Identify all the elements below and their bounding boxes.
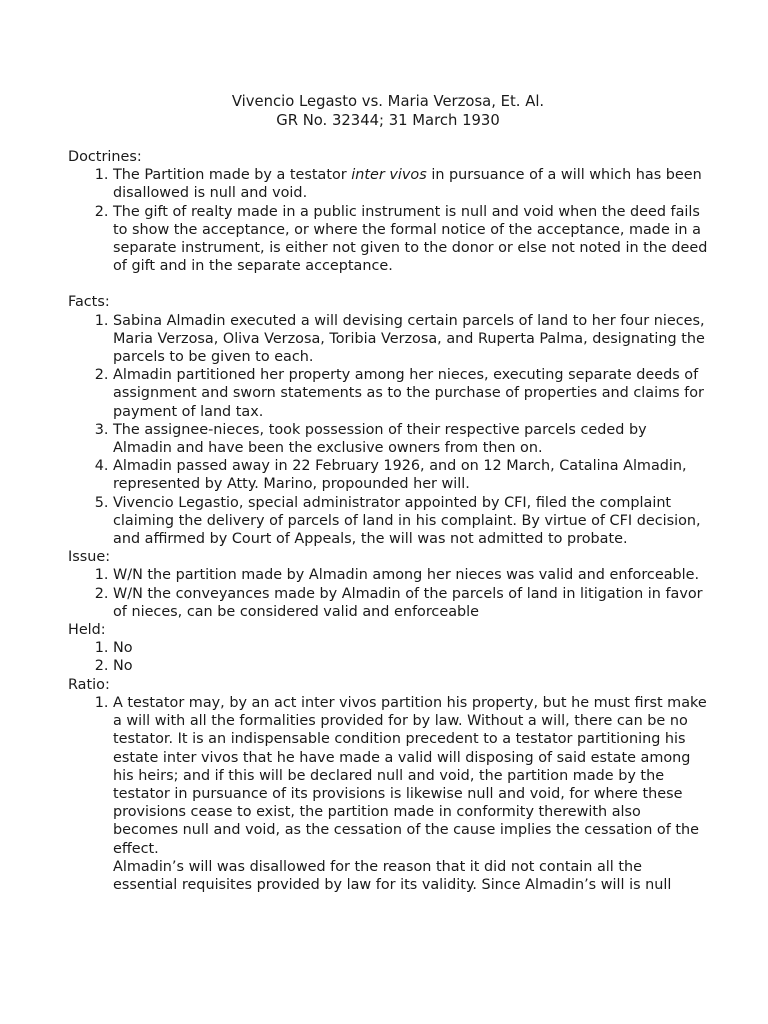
- issue-heading: Issue:: [68, 549, 111, 566]
- facts-list: [68, 312, 708, 549]
- doctrine-item: [113, 166, 708, 202]
- ratio-item: [113, 694, 708, 894]
- doctrine-item: 2. The gift of realty made in a public instrument is null and void when the deed fails to show the acceptance, or where the formal notice of the acceptance, made in a separate instrument, is either not given to the donor or else not noted in the deed of gift and in the separate acceptance.: [113, 203, 708, 276]
- fact-item: 5. Vivencio Legastio, special administrator appointed by CFI, filed the complaint claiming the delivery of parcels of land in his complaint. By virtue of CFI decision, and affirmed by Court of Appeals, the will was not admitted to probate.: [113, 494, 708, 549]
- doctrines-section: [68, 148, 708, 275]
- held-item: 2. No: [113, 657, 708, 675]
- title-block: [68, 93, 708, 130]
- ratio-text: A testator may, by an act inter vivos partition his property, but he must first make a will with all the formalities provided for by law. Without a will, there can be no testator. It is an indispensable condition precedent to a testator partitioning his estate inter vivos that he have made a valid will disposing of said estate among his heirs; and if this will be declared null and void, the partition made by the testator in pursuance of its provisions is likewise null and void, for where these provisions cease to exist, the partition made in conformity therewith also becomes null and void, as the cessation of the cause implies the cessation of the effect.: [113, 694, 707, 857]
- held-item: 1. No: [113, 639, 708, 657]
- fact-item: 4. Almadin passed away in 22 February 1926, and on 12 March, Catalina Almadin, represented by Atty. Marino, propounded her will.: [113, 457, 708, 493]
- ratio-continuation: Almadin’s will was disallowed for the reason that it did not contain all the essential requisites provided by law for its validity. Since Almadin’s will is null: [113, 858, 672, 893]
- fact-item: 1. Sabina Almadin executed a will devising certain parcels of land to her four nieces, Maria Verzosa, Oliva Verzosa, Toribia Verzosa, and Ruperta Palma, designating the parcels to be given to each.: [113, 312, 708, 367]
- fact-item: 2. Almadin partitioned her property among her nieces, executing separate deeds of assignment and sworn statements as to the purchase of properties and claims for payment of land tax.: [113, 366, 708, 421]
- doctrines-list: [68, 166, 708, 275]
- issue-item: 2. W/N the conveyances made by Almadin of the parcels of land in litigation in favor of nieces, can be considered valid and enforceable: [113, 585, 708, 621]
- doctrine-text-post: in pursuance of a will which has been disallowed is null and void.: [113, 167, 702, 202]
- held-heading: Held:: [68, 622, 106, 639]
- case-title: Vivencio Legasto vs. Maria Verzosa, Et. Al.: [231, 93, 545, 110]
- ratio-section: [68, 676, 708, 894]
- issue-list: [68, 566, 708, 621]
- ratio-list: [68, 694, 708, 894]
- facts-section: [68, 293, 708, 548]
- doctrines-heading: Doctrines:: [68, 149, 142, 165]
- held-list: [68, 639, 708, 675]
- fact-item: 3. The assignee-nieces, took possession of their respective parcels ceded by Almadin and have been the exclusive owners from then on.: [113, 421, 708, 457]
- spacer: [68, 275, 708, 293]
- held-section: [68, 621, 708, 676]
- doctrine-text-italic: inter vivos: [351, 167, 427, 184]
- issue-item: 1. W/N the partition made by Almadin among her nieces was valid and enforceable.: [113, 566, 708, 584]
- doctrine-text-pre: The Partition made by a testator: [113, 167, 352, 184]
- ratio-heading: Ratio:: [68, 676, 110, 693]
- facts-heading: Facts:: [68, 294, 110, 311]
- case-citation: GR No. 32344; 31 March 1930: [276, 111, 500, 129]
- issue-section: [68, 548, 708, 621]
